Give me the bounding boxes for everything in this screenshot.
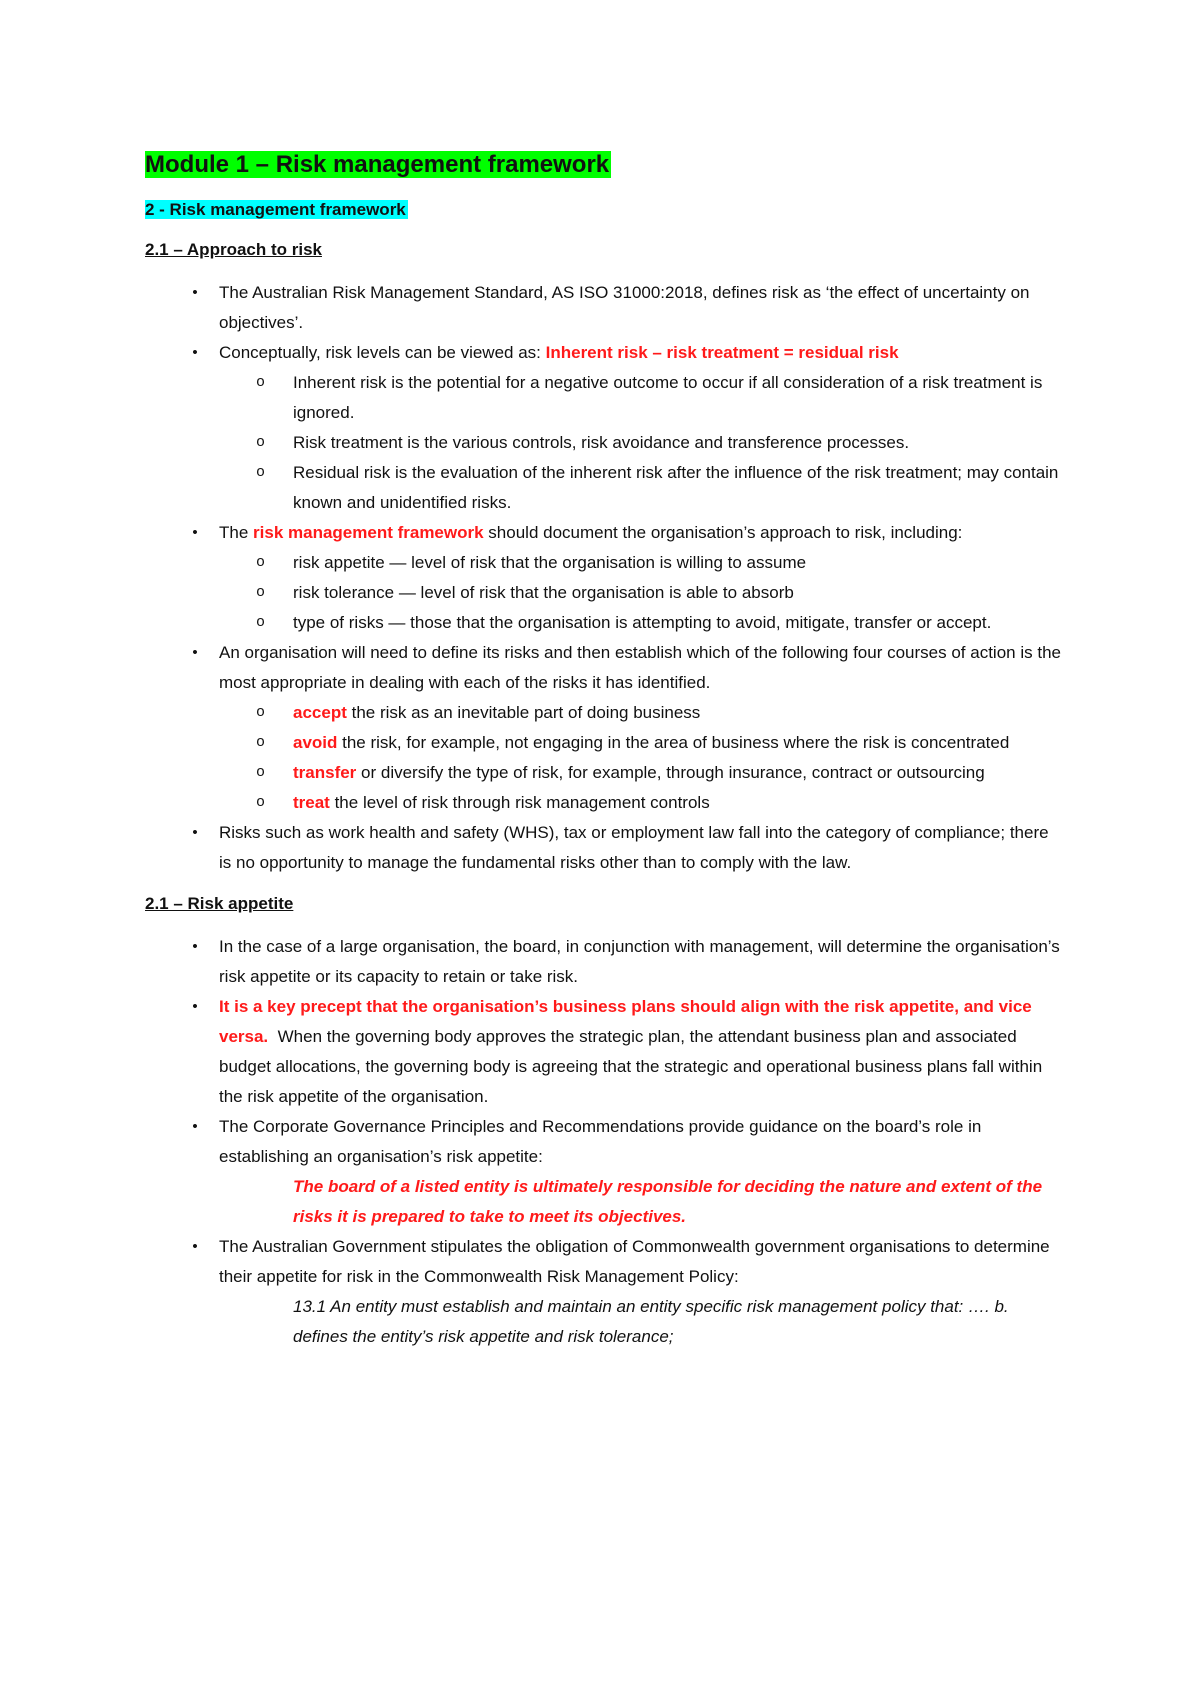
sub-bullet-icon: o xyxy=(256,434,266,451)
list-item xyxy=(145,1232,1065,1352)
sub-list-item xyxy=(219,458,1065,518)
sub-list-item xyxy=(219,608,1065,638)
sub-list xyxy=(219,368,1065,518)
bullet-icon: • xyxy=(192,938,198,955)
sub-list-item xyxy=(219,788,1065,818)
list-item xyxy=(145,278,1065,338)
sub-bullet-text: or diversify the type of risk, for example, through insurance, contract or outsourcing xyxy=(356,763,985,782)
bullet-icon: • xyxy=(192,344,198,361)
bullet-text: The xyxy=(219,523,254,542)
sub-bullet-icon: o xyxy=(256,554,266,571)
list-item xyxy=(145,818,1065,878)
sub-bullet-text: Residual risk is the evaluation of the inherent risk after the influence of the risk treatment; may contain known and unidentified risks. xyxy=(293,463,1059,512)
quote-text: The board of a listed entity is ultimately responsible for deciding the nature and extent of the risks it is prepared to take to meet its objectives. xyxy=(293,1177,1043,1226)
approach-bullet-list xyxy=(145,278,1065,878)
sub-list-item xyxy=(219,578,1065,608)
section-heading-risk-appetite: 2.1 – Risk appetite xyxy=(145,894,294,913)
bullet-icon: • xyxy=(192,1238,198,1255)
emphasis-text: avoid xyxy=(293,733,338,752)
emphasis-text: It is a key precept that the organisation’s business plans should align with the risk appetite, and vice versa. xyxy=(219,997,1032,1046)
emphasis-text: transfer xyxy=(293,763,357,782)
sub-list-item xyxy=(219,758,1065,788)
bullet-text: The Australian Government stipulates the obligation of Commonwealth government organisations to determine their appetite for risk in the Commonwealth Risk Management Policy: xyxy=(219,1237,1050,1286)
list-item xyxy=(145,932,1065,992)
sub-list-item xyxy=(219,698,1065,728)
bullet-text: An organisation will need to define its risks and then establish which of the following four courses of action is the most appropriate in dealing with each of the risks it has identified. xyxy=(219,643,1061,692)
sub-list-item xyxy=(219,368,1065,428)
list-item xyxy=(145,638,1065,818)
sub-bullet-icon: o xyxy=(256,374,266,391)
sub-bullet-icon: o xyxy=(256,614,266,631)
list-item xyxy=(145,1112,1065,1232)
sub-list-item xyxy=(219,428,1065,458)
sub-bullet-icon: o xyxy=(256,584,266,601)
sub-bullet-text: the level of risk through risk management controls xyxy=(329,793,710,812)
title-highlight: Module 1 – Risk management framework xyxy=(145,151,610,178)
section-heading-approach: 2.1 – Approach to risk xyxy=(145,240,322,259)
sub-bullet-text: risk appetite — level of risk that the organisation is willing to assume xyxy=(293,553,807,572)
appetite-bullet-list xyxy=(145,932,1065,1352)
sub-bullet-icon: o xyxy=(256,464,266,481)
bullet-text: Conceptually, risk levels can be viewed as: xyxy=(219,343,546,362)
subtitle xyxy=(145,198,1065,222)
bullet-text: should document the organisation’s approach to risk, including: xyxy=(483,523,963,542)
sub-bullet-icon: o xyxy=(256,704,266,721)
sub-bullet-text: risk tolerance — level of risk that the organisation is able to absorb xyxy=(293,583,794,602)
bullet-icon: • xyxy=(192,284,198,301)
bullet-text: The Australian Risk Management Standard, AS ISO 31000:2018, defines risk as ‘the effect of uncertainty on objectives’. xyxy=(219,283,1030,332)
sub-bullet-text: type of risks — those that the organisation is attempting to avoid, mitigate, transfer or accept. xyxy=(293,613,992,632)
subtitle-highlight: 2 - Risk management framework xyxy=(145,200,406,219)
sub-list-item xyxy=(219,728,1065,758)
bullet-text: In the case of a large organisation, the board, in conjunction with management, will determine the organisation’s risk appetite or its capacity to retain or take risk. xyxy=(219,937,1060,986)
bullet-icon: • xyxy=(192,998,198,1015)
sub-list xyxy=(219,698,1065,818)
emphasis-text: treat xyxy=(293,793,330,812)
list-item xyxy=(145,992,1065,1112)
sub-bullet-text: the risk as an inevitable part of doing business xyxy=(346,703,701,722)
list-item xyxy=(145,338,1065,518)
sub-bullet-text: the risk, for example, not engaging in the area of business where the risk is concentrated xyxy=(337,733,1010,752)
bullet-icon: • xyxy=(192,1118,198,1135)
sub-bullet-icon: o xyxy=(256,734,266,751)
bullet-text: The Corporate Governance Principles and Recommendations provide guidance on the board’s role in establishing an organisation’s risk appetite: xyxy=(219,1117,982,1166)
sub-list xyxy=(219,548,1065,638)
sub-bullet-icon: o xyxy=(256,764,266,781)
bullet-text: When the governing body approves the strategic plan, the attendant business plan and associated budget allocations, the governing body is agreeing that the strategic and operational business plans fall within the risk appetite of the organisation. xyxy=(219,1027,1047,1106)
sub-bullet-icon: o xyxy=(256,794,266,811)
sub-bullet-text: Risk treatment is the various controls, risk avoidance and transference processes. xyxy=(293,433,910,452)
bullet-icon: • xyxy=(192,644,198,661)
page-title xyxy=(145,150,1065,180)
quote-text: 13.1 An entity must establish and maintain an entity specific risk management policy that: …. b. defines the entity’s risk appetite and risk tolerance; xyxy=(293,1297,1009,1346)
sub-list-item xyxy=(219,548,1065,578)
bullet-text: Risks such as work health and safety (WHS), tax or employment law fall into the category of compliance; there is no opportunity to manage the fundamental risks other than to comply with the law. xyxy=(219,823,1049,872)
bullet-icon: • xyxy=(192,824,198,841)
sub-bullet-text: Inherent risk is the potential for a negative outcome to occur if all consideration of a risk treatment is ignored. xyxy=(293,373,1043,422)
emphasis-text: Inherent risk – risk treatment = residual risk xyxy=(545,343,899,362)
bullet-icon: • xyxy=(192,524,198,541)
emphasis-text: risk management framework xyxy=(253,523,484,542)
list-item xyxy=(145,518,1065,638)
document-body xyxy=(145,150,1065,1352)
emphasis-text: accept xyxy=(293,703,347,722)
